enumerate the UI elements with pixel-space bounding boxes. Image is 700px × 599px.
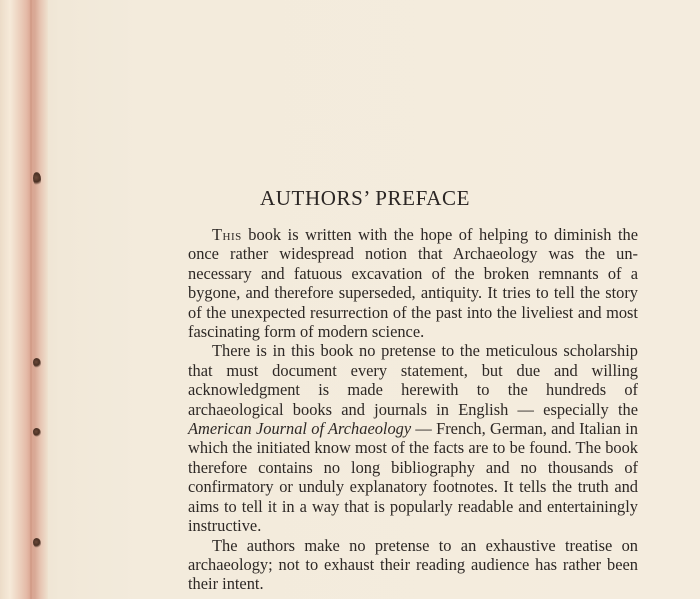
preface-text — [188, 225, 638, 594]
binding-stitch-mark — [33, 358, 41, 368]
journal-title: American Journal of Archaeology — [188, 419, 412, 439]
paragraph-3 — [188, 536, 638, 594]
page-binding — [0, 0, 48, 599]
paragraph-1-text: book is written with the hope of helping to diminish the once rather widespread notion that Archaeology was the unnecessary and fatuous excavation of the broken remnants of a bygone, and therefore superseded, antiquity. It tries to tell the story of the unexpected resurrection of the past into the liveliest and most fascinating form of modern science. — [188, 225, 638, 342]
paragraph-2 — [188, 341, 638, 535]
binding-crease — [30, 0, 32, 599]
drop-lead-word: This — [212, 225, 242, 244]
page-title: AUTHORS’ PREFACE — [260, 186, 471, 210]
binding-stitch-mark — [33, 172, 41, 186]
paragraph-3-text: The authors make no pretense to an exhaustive treatise on archaeology; not to exhaust their reading audience has rather been their intent. — [188, 535, 638, 594]
paragraph-1 — [188, 225, 638, 341]
binding-stitch-mark — [33, 538, 41, 548]
binding-stitch-mark — [33, 428, 41, 437]
paragraph-2-text-a: There is in this book no pretense to the meticulous scholarship that must document every statement, but due and willing acknowledgment is made herewith to the hundreds of archaeological books and journals in English — especially the — [188, 341, 638, 419]
paragraph-2-text-b: — French, German, and Italian in which the initiated know most of the facts are to be found. The book therefore contains no long bibliography and no thousands of confirmatory or unduly explanatory footnotes. It tells the truth and aims to tell it in a way that is popularly readable and entertainingly instructive. — [188, 419, 638, 536]
